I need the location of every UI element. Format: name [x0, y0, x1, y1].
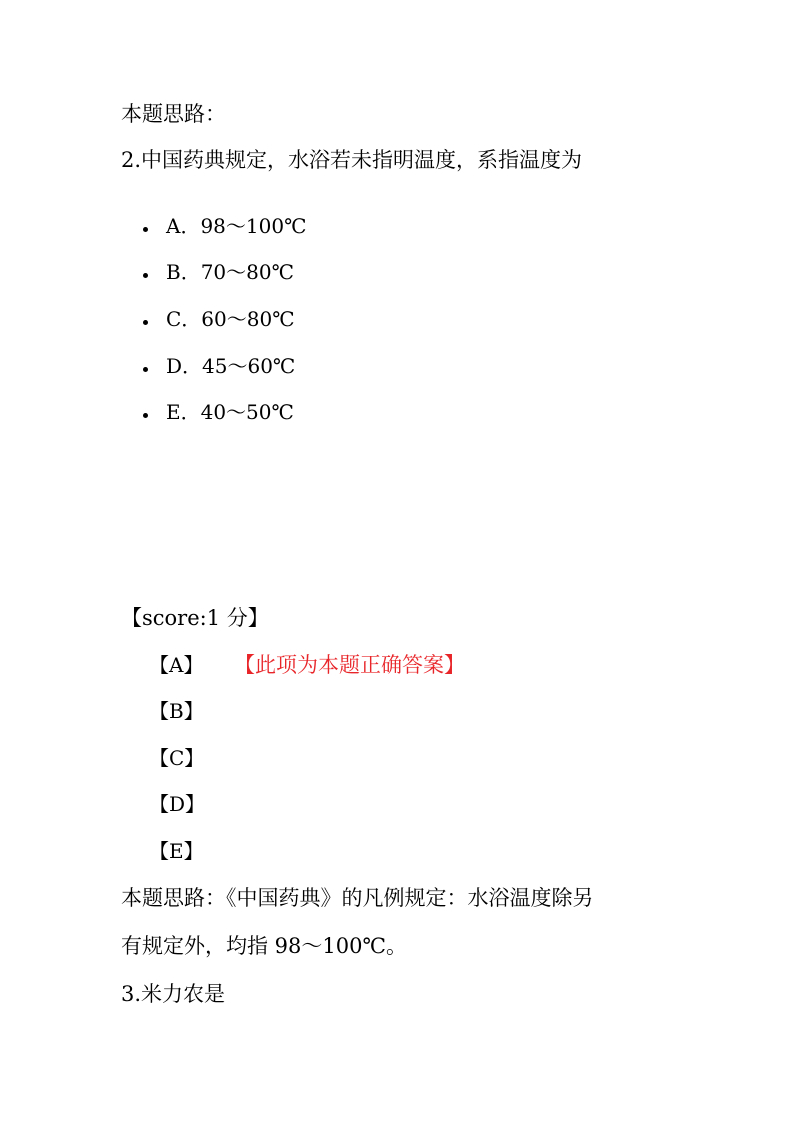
bullet-icon	[143, 273, 148, 278]
option-text: A．98～100℃	[166, 214, 307, 238]
option-a	[143, 213, 306, 239]
question-text: 2.中国药典规定，水浴若未指明温度，系指温度为	[121, 148, 583, 172]
answer-e: 【E】	[149, 839, 204, 863]
option-e	[143, 399, 294, 425]
explanation-line-1: 本题思路：《中国药典》的凡例规定：水浴温度除另	[121, 886, 594, 910]
prev-explanation-label: 本题思路：	[121, 102, 226, 126]
option-text: B．70～80℃	[166, 260, 294, 284]
explanation-line-2: 有规定外，均指 98～100℃。	[121, 934, 407, 958]
bullet-icon	[143, 413, 148, 418]
score-label: 【score:1 分】	[121, 606, 269, 630]
correct-answer-marker: 【此项为本题正确答案】	[234, 653, 465, 677]
bullet-icon	[143, 227, 148, 232]
option-b	[143, 259, 294, 285]
option-text: C．60～80℃	[166, 307, 295, 331]
bullet-icon	[143, 367, 148, 372]
next-question-text: 3.米力农是	[121, 982, 226, 1006]
answer-b: 【B】	[149, 699, 204, 723]
option-d	[143, 353, 295, 379]
option-text: E．40～50℃	[166, 400, 294, 424]
option-c	[143, 306, 295, 332]
bullet-icon	[143, 320, 148, 325]
option-text: D．45～60℃	[166, 354, 296, 378]
answer-a: 【A】	[149, 653, 204, 677]
answer-d: 【D】	[149, 792, 206, 816]
answer-c: 【C】	[149, 746, 205, 770]
